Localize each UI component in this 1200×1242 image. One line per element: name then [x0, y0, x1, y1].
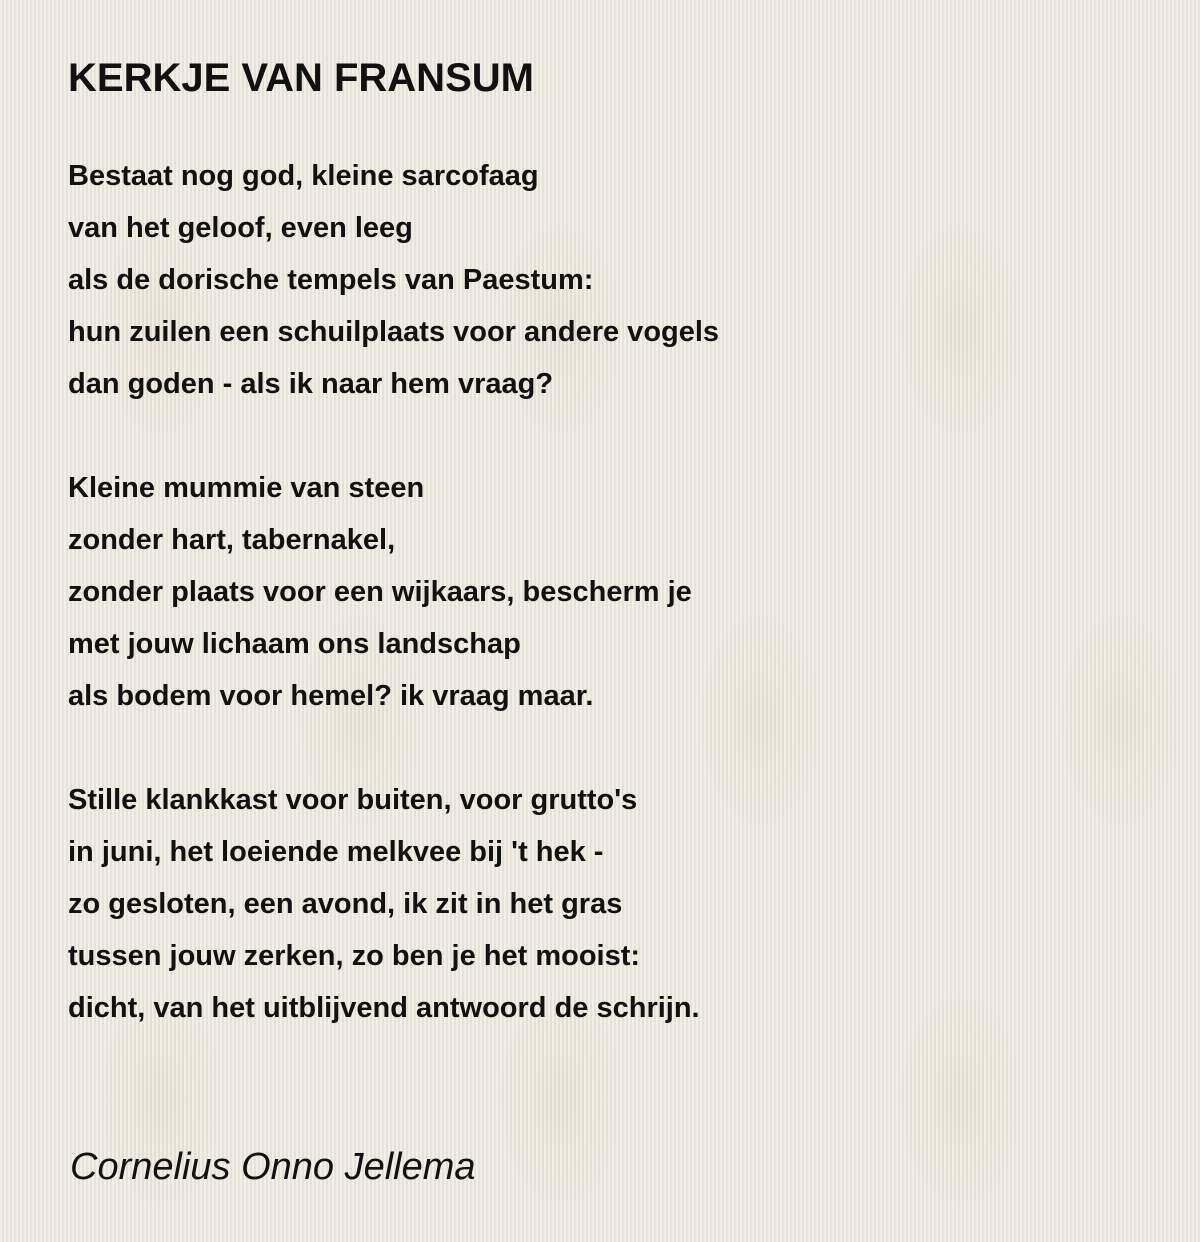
poem-line: hun zuilen een schuilplaats voor andere vogels — [68, 316, 720, 348]
poem-line: in juni, het loeiende melkvee bij 't hek - — [68, 836, 604, 868]
poem-line: met jouw lichaam ons landschap — [68, 628, 521, 660]
poem-author: Cornelius Onno Jellema — [70, 1146, 476, 1188]
poem-line: Bestaat nog god, kleine sarcofaag — [68, 160, 539, 192]
poem-line: tussen jouw zerken, zo ben je het mooist: — [68, 940, 641, 972]
stanza-1 — [68, 150, 1128, 410]
poem-line: Kleine mummie van steen — [68, 472, 425, 504]
poem-line: als de dorische tempels van Paestum: — [68, 264, 594, 296]
poem-line: dan goden - als ik naar hem vraag? — [68, 368, 554, 400]
poem-title: KERKJE VAN FRANSUM — [68, 56, 534, 100]
poem-line: als bodem voor hemel? ik vraag maar. — [68, 680, 594, 712]
poem-line: zo gesloten, een avond, ik zit in het gras — [68, 888, 623, 920]
poem-line: dicht, van het uitblijvend antwoord de schrijn. — [68, 992, 700, 1024]
poem-line: zonder hart, tabernakel, — [68, 524, 396, 556]
stanza-3 — [68, 774, 1128, 1034]
poem-line: zonder plaats voor een wijkaars, bescherm je — [68, 576, 692, 608]
poem-body — [68, 150, 1128, 1086]
stanza-2 — [68, 462, 1128, 722]
poem-line: Stille klankkast voor buiten, voor grutto's — [68, 784, 638, 816]
poem-line: van het geloof, even leeg — [68, 212, 413, 244]
